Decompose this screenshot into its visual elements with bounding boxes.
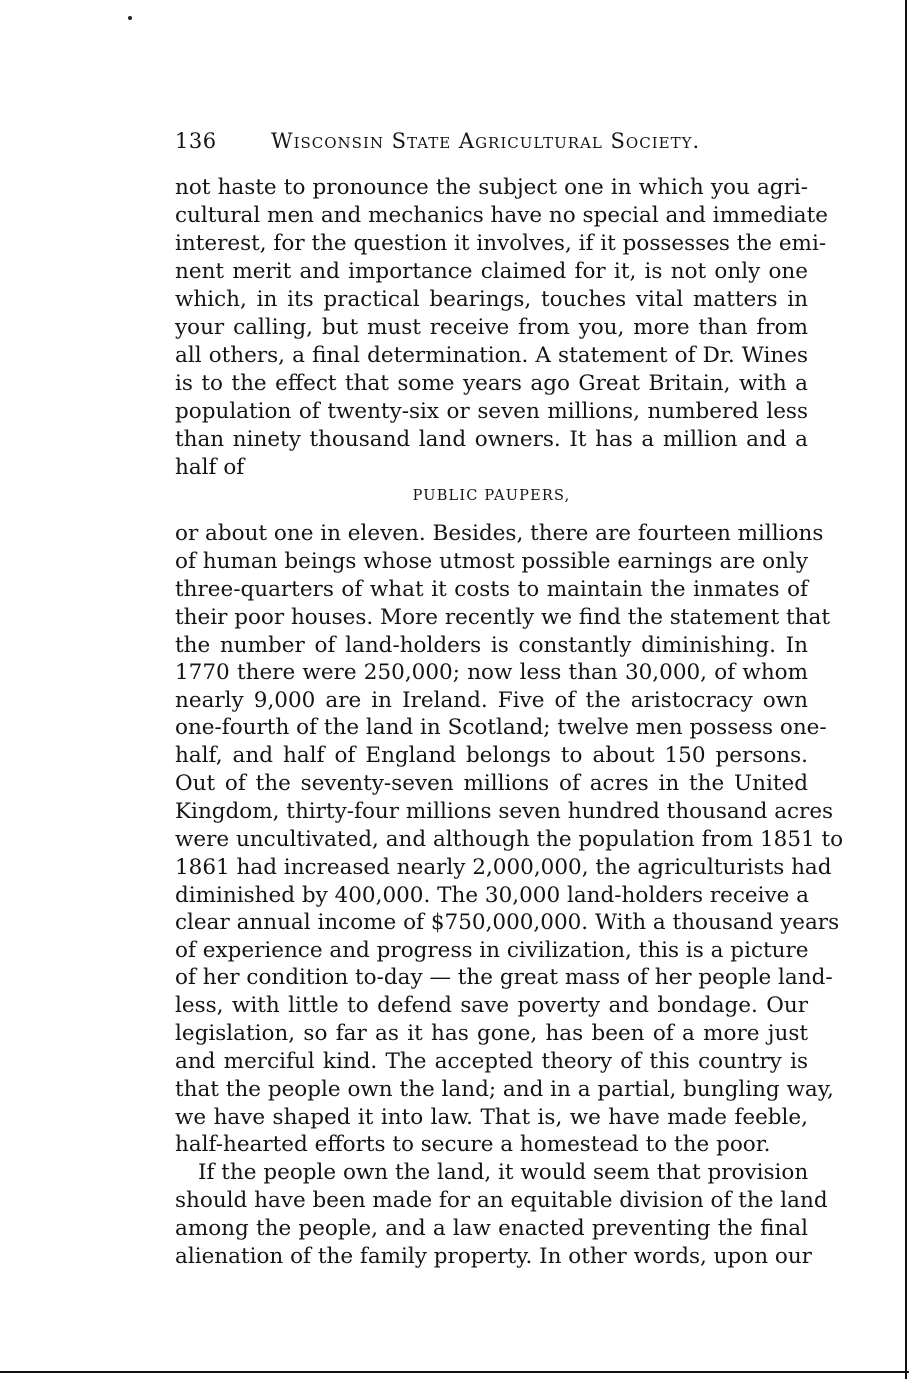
text-line: which, in its practical bearings, touches vital matters in: [175, 287, 808, 312]
text-line: population of twenty-six or seven millions, numbered less: [175, 399, 808, 424]
text-line: interest, for the question it involves, if it possesses the emi-: [175, 231, 827, 256]
text-line: or about one in eleven. Besides, there are fourteen millions: [175, 521, 824, 546]
text-line: among the people, and a law enacted preventing the final: [175, 1216, 808, 1241]
scan-border-bottom: [0, 1371, 909, 1373]
text-line: and merciful kind. The accepted theory of this country is: [175, 1049, 808, 1074]
text-line: 1770 there were 250,000; now less than 30,000, of whom: [175, 660, 808, 685]
text-line: less, with little to defend save poverty and bondage. Our: [175, 993, 808, 1018]
text-line: Kingdom, thirty-four millions seven hundred thousand acres: [175, 799, 834, 824]
text-line: is to the effect that some years ago Great Britain, with a: [175, 371, 808, 396]
text-line: of human beings whose utmost possible earnings are only: [175, 549, 808, 574]
text-line: alienation of the family property. In other words, upon our: [175, 1244, 812, 1269]
text-line: of experience and progress in civilization, this is a picture: [175, 938, 809, 963]
text-line: half, and half of England belongs to about 150 persons.: [175, 743, 808, 768]
text-line: nearly 9,000 are in Ireland. Five of the aristocracy own: [175, 688, 808, 713]
text-line: all others, a final determination. A statement of Dr. Wines: [175, 343, 808, 368]
text-line: nent merit and importance claimed for it, is not only one: [175, 259, 808, 284]
text-line: clear annual income of $750,000,000. With a thousand years: [175, 910, 840, 935]
text-line: were uncultivated, and although the population from 1851 to: [175, 827, 844, 852]
running-title: Wisconsin State Agricultural Society.: [271, 129, 701, 153]
text-line: your calling, but must receive from you, more than from: [175, 315, 808, 340]
text-line: the number of land-holders is constantly diminishing. In: [175, 633, 808, 658]
text-line: their poor houses. More recently we find the statement that: [175, 605, 830, 630]
text-line: than ninety thousand land owners. It has a million and a: [175, 427, 808, 452]
text-line: half-hearted efforts to secure a homestead to the poor.: [175, 1132, 771, 1157]
scan-border-right: [905, 0, 907, 1379]
text-line: diminished by 400,000. The 30,000 land-holders receive a: [175, 883, 809, 908]
text-line: should have been made for an equitable division of the land: [175, 1188, 828, 1213]
section-subheading: PUBLIC PAUPERS,: [412, 488, 571, 504]
running-header: [175, 126, 815, 156]
text-line: half of: [175, 455, 245, 480]
text-line: 1861 had increased nearly 2,000,000, the agriculturists had: [175, 855, 832, 880]
page-number: 136: [175, 129, 217, 153]
text-line: that the people own the land; and in a partial, bungling way,: [175, 1077, 834, 1102]
scan-speck: [128, 16, 132, 20]
text-line: of her condition to-day — the great mass of her people land-: [175, 965, 833, 990]
text-line: three-quarters of what it costs to maintain the inmates of: [175, 577, 808, 602]
text-line: we have shaped it into law. That is, we have made feeble,: [175, 1105, 808, 1130]
text-line: If the people own the land, it would seem that provision: [198, 1160, 809, 1185]
text-line: legislation, so far as it has gone, has been of a more just: [175, 1021, 808, 1046]
text-line: Out of the seventy-seven millions of acres in the United: [175, 771, 808, 796]
text-line: one-fourth of the land in Scotland; twelve men possess one-: [175, 715, 827, 740]
text-line: cultural men and mechanics have no special and immediate: [175, 203, 828, 228]
text-line: not haste to pronounce the subject one in which you agri-: [175, 175, 808, 200]
